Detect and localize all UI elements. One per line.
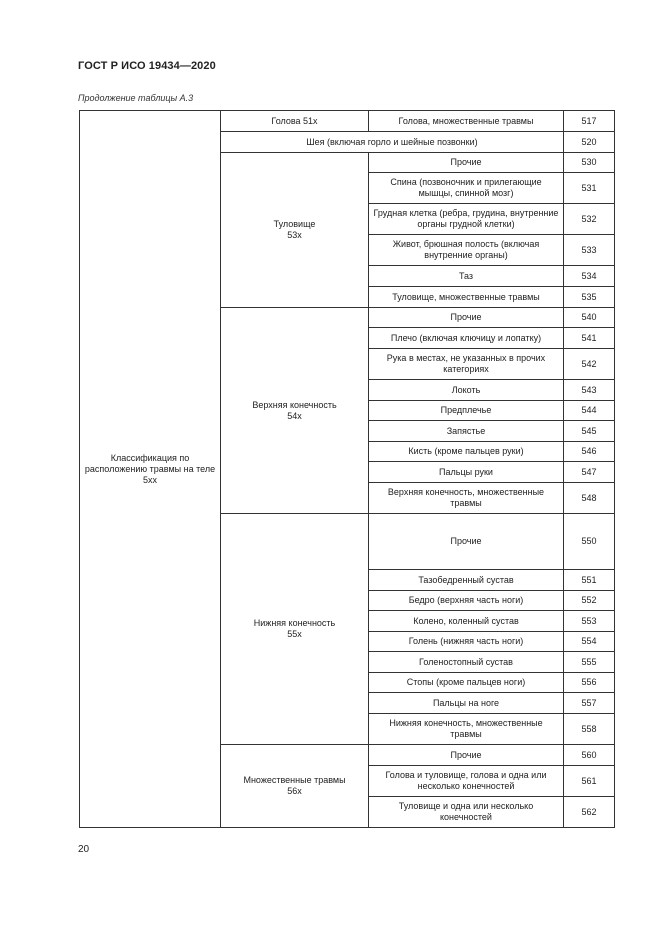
group-cell [221,153,369,308]
item-code: 561 [564,766,615,797]
page-number: 20 [78,844,90,855]
group-label: Туловище [273,219,316,229]
item-code: 550 [564,514,615,570]
classification-cell [80,111,221,828]
item-name: Запястье [369,421,564,442]
group-label: Верхняя конечность [252,399,337,410]
item-name: Верхняя конечность, множественные травмы [369,483,564,514]
item-name: Колено, коленный сустав [369,611,564,632]
item-name: Туловище, множественные травмы [369,287,564,308]
group-cell [221,308,369,514]
item-code: 551 [564,570,615,591]
item-code: 544 [564,401,615,421]
classification-label: Классификация по расположению травмы на теле [84,452,216,474]
item-name: Живот, брюшная полость (включая внутренние органы) [369,235,564,266]
item-name: Плечо (включая ключицу и лопатку) [369,328,564,349]
item-name: Стопы (кроме пальцев ноги) [369,673,564,693]
item-code: 557 [564,693,615,714]
document-header: ГОСТ Р ИСО 19434—2020 [78,60,216,72]
item-code: 540 [564,308,615,328]
item-code: 552 [564,591,615,611]
item-code: 546 [564,442,615,462]
item-code: 560 [564,745,615,766]
item-name: Голова, множественные травмы [369,111,564,132]
table-caption: Продолжение таблицы А.3 [78,93,194,103]
item-name: Нижняя конечность, множественные травмы [369,714,564,745]
group-code: 54x [287,410,302,421]
item-code: 535 [564,287,615,308]
item-code: 555 [564,652,615,673]
item-name: Грудная клетка (ребра, грудина, внутренние органы грудной клетки) [369,204,564,235]
injury-location-table [79,110,615,828]
item-code: 534 [564,266,615,287]
group-code: 53x [287,230,302,240]
item-name: Тазобедренный сустав [369,570,564,591]
item-name: Пальцы на ноге [369,693,564,714]
item-name: Прочие [369,153,564,173]
item-code: 543 [564,380,615,401]
group-label: Нижняя конечность [253,618,336,628]
item-name: Рука в местах, не указанных в прочих категориях [369,349,564,380]
item-code: 562 [564,797,615,828]
item-code: 541 [564,328,615,349]
group-cell [221,514,369,745]
item-name: Прочие [369,308,564,328]
group-label: Множественные травмы [243,775,346,785]
item-code: 530 [564,153,615,173]
item-code: 532 [564,204,615,235]
item-name: Прочие [369,745,564,766]
item-name: Локоть [369,380,564,401]
item-name: Бедро (верхняя часть ноги) [369,591,564,611]
item-name: Кисть (кроме пальцев руки) [369,442,564,462]
item-code: 542 [564,349,615,380]
item-code: 517 [564,111,615,132]
item-name: Прочие [369,514,564,570]
item-name: Голеностопный сустав [369,652,564,673]
group-cell [221,745,369,828]
table-row [80,111,615,132]
item-code: 548 [564,483,615,514]
item-code: 531 [564,173,615,204]
item-code: 554 [564,632,615,652]
group-code: 55x [287,629,302,639]
group-code: 56x [287,786,302,796]
item-code: 558 [564,714,615,745]
classification-code: 5xx [142,474,157,485]
item-code: 547 [564,462,615,483]
item-name: Пальцы руки [369,462,564,483]
item-name: Предплечье [369,401,564,421]
item-name: Голова и туловище, голова и одна или несколько конечностей [369,766,564,797]
item-name: Таз [369,266,564,287]
neck-label: Шея (включая горло и шейные позвонки) [221,132,564,153]
item-name: Туловище и одна или несколько конечностей [369,797,564,828]
item-name: Спина (позвоночник и прилегающие мышцы, спинной мозг) [369,173,564,204]
item-code: 533 [564,235,615,266]
item-name: Голень (нижняя часть ноги) [369,632,564,652]
item-code: 556 [564,673,615,693]
head-group-label: Голова 51x [221,111,369,132]
item-code: 520 [564,132,615,153]
item-code: 553 [564,611,615,632]
item-code: 545 [564,421,615,442]
